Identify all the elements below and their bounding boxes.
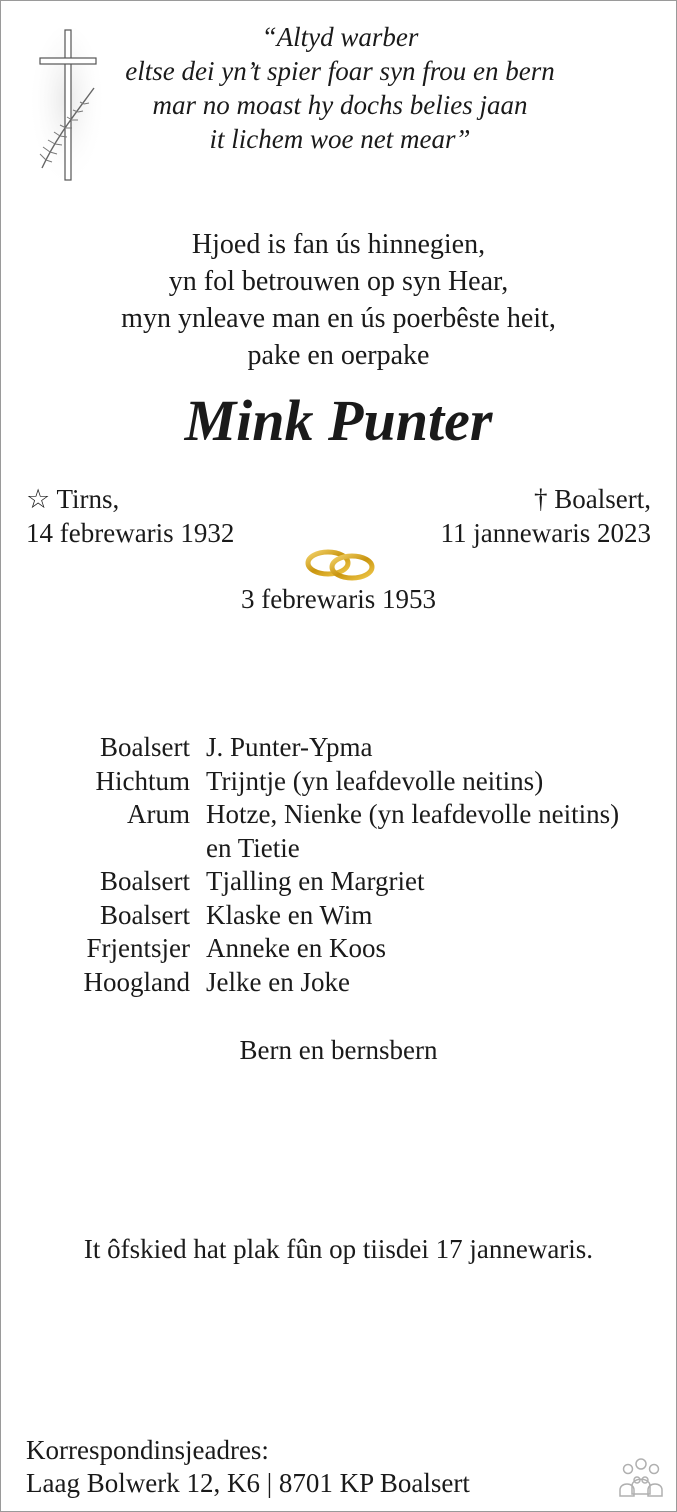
quote-line: eltse dei yn’t spier foar syn frou en bern bbox=[125, 56, 555, 86]
family-names: Klaske en Wim bbox=[206, 899, 373, 930]
family-place: Hoogland bbox=[83, 966, 190, 997]
quote-line: “Altyd warber bbox=[261, 22, 419, 52]
family-place: Boalsert bbox=[100, 732, 190, 762]
family-names: Tjalling en Margriet bbox=[206, 866, 425, 896]
family-place: Frjentsjer bbox=[86, 933, 190, 963]
family-names: Trijntje (yn leafdevolle neitins) bbox=[206, 765, 544, 796]
correspondence-label: Korrespondinsjeadres: bbox=[26, 1435, 269, 1465]
family-names: J. Punter-Ypma bbox=[206, 732, 373, 762]
opening-quote bbox=[100, 20, 580, 156]
quote-line: mar no moast hy dochs belies jaan bbox=[152, 90, 528, 120]
intro-line: Hjoed is fan ús hinnegien, bbox=[191, 229, 486, 260]
family-row bbox=[20, 899, 670, 933]
family-place bbox=[20, 832, 206, 866]
family-row bbox=[20, 832, 670, 866]
family-place: Boalsert bbox=[100, 899, 190, 930]
correspondence-address-line: Laag Bolwerk 12, K6 | 8701 KP Boalsert bbox=[26, 1468, 470, 1498]
family-names: Anneke en Koos bbox=[206, 933, 386, 963]
family-place: Hichtum bbox=[95, 765, 190, 796]
family-row bbox=[20, 798, 670, 832]
deceased-name: Mink Punter bbox=[184, 388, 493, 453]
death-info bbox=[441, 482, 651, 550]
death-date: 11 jannewaris 2023 bbox=[440, 518, 651, 548]
intro-line: myn ynleave man en ús poerbêste heit, bbox=[121, 303, 556, 334]
people-group-logo-icon bbox=[617, 1456, 665, 1498]
family-place: Boalsert bbox=[100, 866, 190, 896]
farewell-notice: It ôfskied hat plak fûn op tiisdei 17 jannewaris. bbox=[83, 1234, 594, 1264]
family-row bbox=[20, 731, 670, 765]
quote-line: it lichem woe net mear” bbox=[209, 124, 471, 154]
birth-place: ☆ Tirns, bbox=[26, 484, 120, 514]
death-place: † Boalsert, bbox=[534, 484, 651, 514]
family-list bbox=[20, 731, 670, 999]
intro-line: pake en oerpake bbox=[247, 340, 430, 371]
family-row bbox=[20, 765, 670, 799]
wedding-rings-icon bbox=[302, 546, 378, 584]
wedding-date: 3 febrewaris 1953 bbox=[241, 584, 436, 614]
cross-with-palm-icon bbox=[32, 28, 102, 188]
family-names: en Tietie bbox=[206, 832, 300, 863]
family-names: Jelke en Joke bbox=[206, 966, 350, 997]
family-names: Hotze, Nienke (yn leafdevolle neitins) bbox=[206, 799, 620, 829]
family-place: Arum bbox=[127, 799, 190, 829]
family-row bbox=[20, 932, 670, 966]
birth-date: 14 febrewaris 1932 bbox=[26, 518, 235, 548]
announcement-text bbox=[0, 226, 677, 374]
correspondence-address bbox=[26, 1434, 470, 1500]
grandchildren-line: Bern en bernsbern bbox=[239, 1035, 438, 1065]
family-row bbox=[20, 966, 670, 1000]
family-row bbox=[20, 865, 670, 899]
birth-info bbox=[26, 482, 234, 550]
intro-line: yn fol betrouwen op syn Hear, bbox=[168, 266, 509, 297]
